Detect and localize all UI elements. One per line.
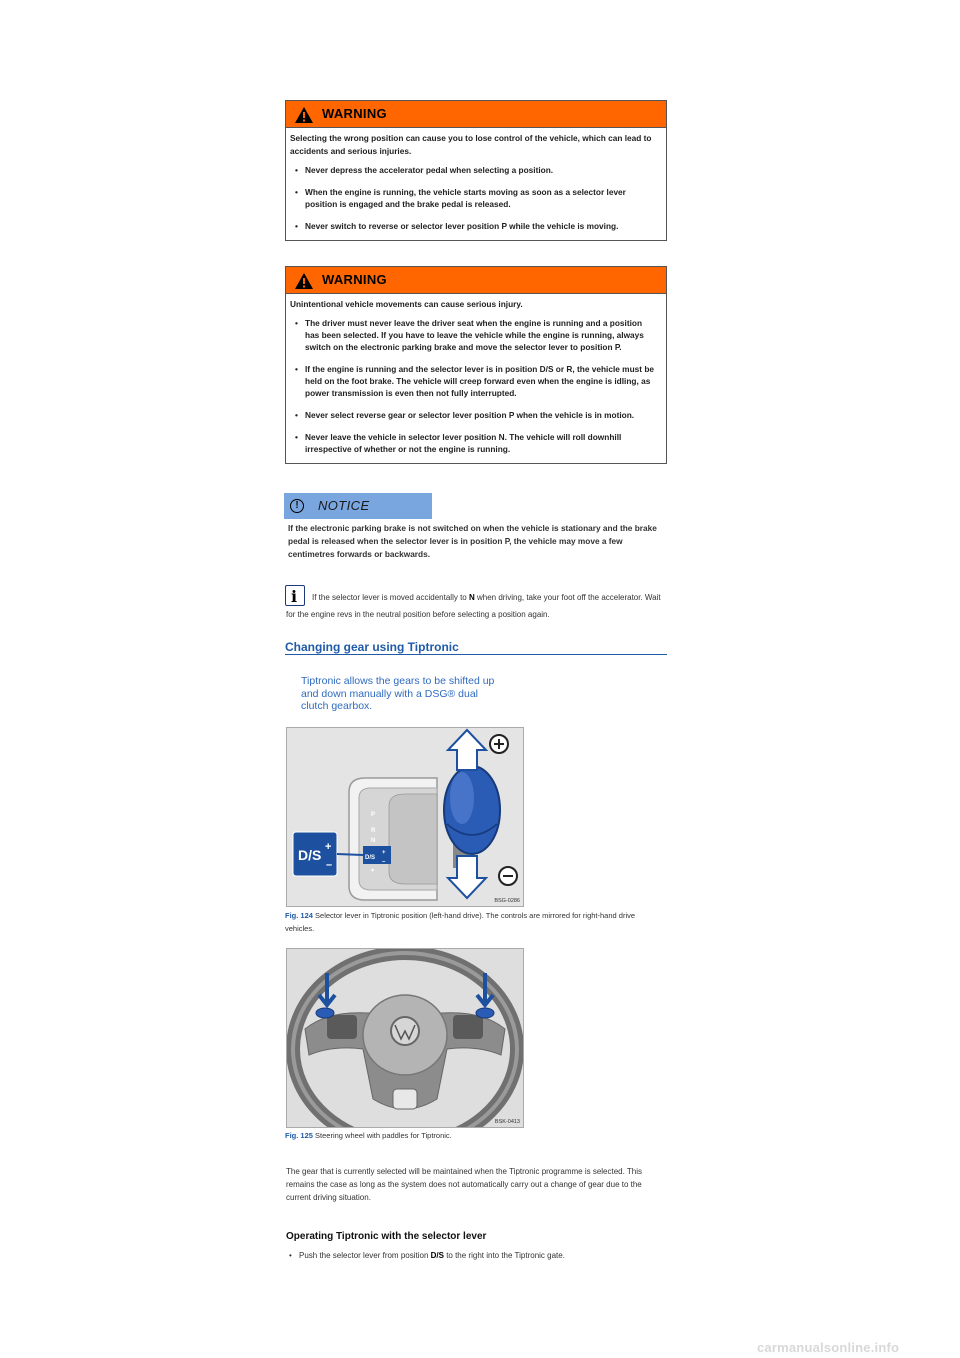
svg-text:D/S: D/S <box>298 847 322 863</box>
svg-text:–: – <box>326 859 333 871</box>
svg-text:–: – <box>382 859 386 865</box>
figure-selector-lever <box>286 727 524 907</box>
warning-triangle-icon <box>294 106 314 124</box>
warning-intro: Unintentional vehicle movements can cause serious injury. <box>290 299 523 309</box>
warning-item: • When the engine is running, the vehicle starts moving as soon as a selector lever position is engaged and the brake pedal is released. <box>290 186 657 210</box>
svg-text:▾: ▾ <box>371 868 375 874</box>
operating-step: • Push the selector lever from position D/S to the right into the Tiptronic gate. <box>289 1250 669 1262</box>
info-icon: i <box>285 585 305 606</box>
warning-item: • Never select reverse gear or selector lever position P when the vehicle is in motion. <box>290 409 657 421</box>
svg-text:D/S: D/S <box>365 855 376 861</box>
warning-item: • Never switch to reverse or selector lever position P while the vehicle is moving. <box>290 220 657 232</box>
warning-header <box>286 101 666 128</box>
warning-box-2 <box>285 266 667 464</box>
figure-code: BSG-0286 <box>494 898 520 904</box>
figure-code: BSK-0413 <box>494 1119 520 1125</box>
warning-intro: Selecting the wrong position can cause you to lose control of the vehicle, which can lead to accidents and serious injuries. <box>290 133 652 156</box>
info-text: If the selector lever is moved accidentally to N when driving, take your foot off the accelerator. Wait for the engine revs in the neutral position before selecting a position again. <box>286 593 661 619</box>
warning-title: WARNING <box>322 272 387 287</box>
figure-caption: Fig. 125 Steering wheel with paddles for Tiptronic. <box>285 1131 452 1140</box>
svg-text:P: P <box>371 812 376 818</box>
notice-text: If the electronic parking brake is not switched on when the vehicle is stationary and the brake pedal is released when the selector lever is in position P, the vehicle may move a few centimetres forwards or backwards. <box>288 523 657 559</box>
steering-wheel-illustration <box>287 949 524 1128</box>
section-heading: Changing gear using Tiptronic <box>285 640 667 655</box>
svg-text:+: + <box>382 850 386 856</box>
exclamation-circle-icon: ! <box>290 499 304 513</box>
warning-item: • Never depress the accelerator pedal when selecting a position. <box>290 164 657 176</box>
notice-header <box>284 493 432 519</box>
svg-text:N: N <box>371 838 376 844</box>
notice-title: NOTICE <box>318 498 370 513</box>
warning-header <box>286 267 666 294</box>
selector-lever-illustration <box>287 728 524 907</box>
body-paragraph: The gear that is currently selected will be maintained when the Tiptronic programme is selected. This remains the case as long as the system does not automatically carry out a change of gear due to the current driving situation. <box>286 1167 643 1202</box>
warning-triangle-icon <box>294 272 314 290</box>
svg-text:+: + <box>325 841 332 853</box>
section-intro: Tiptronic allows the gears to be shifted up and down manually with a DSG® dual clutch gearbox. <box>301 675 495 712</box>
warning-list <box>290 317 657 455</box>
figure-caption: Fig. 124 Selector lever in Tiptronic position (left-hand drive). The controls are mirrored for right-hand drive vehicles. <box>285 911 636 933</box>
svg-text:R: R <box>371 828 376 834</box>
watermark: carmanualsonline.info <box>757 1340 900 1355</box>
figure-steering-wheel <box>286 948 524 1128</box>
warning-list <box>290 164 657 232</box>
warning-item: • Never leave the vehicle in selector lever position N. The vehicle will roll downhill irrespective of whether or not the engine is running. <box>290 431 657 455</box>
warning-title: WARNING <box>322 106 387 121</box>
warning-box-1 <box>285 100 667 241</box>
warning-item: • If the engine is running and the selector lever is in position D/S or R, the vehicle must be held on the foot brake. The vehicle will creep forward even when the engine is idling, as power transmission is even then not fully interrupted. <box>290 363 657 399</box>
warning-item: • The driver must never leave the driver seat when the engine is running and a position has been selected. If you have to leave the vehicle while the engine is running, always switch on the electronic parking brake and move the selector lever to position P. <box>290 317 657 353</box>
operating-heading: Operating Tiptronic with the selector lever <box>286 1231 487 1242</box>
